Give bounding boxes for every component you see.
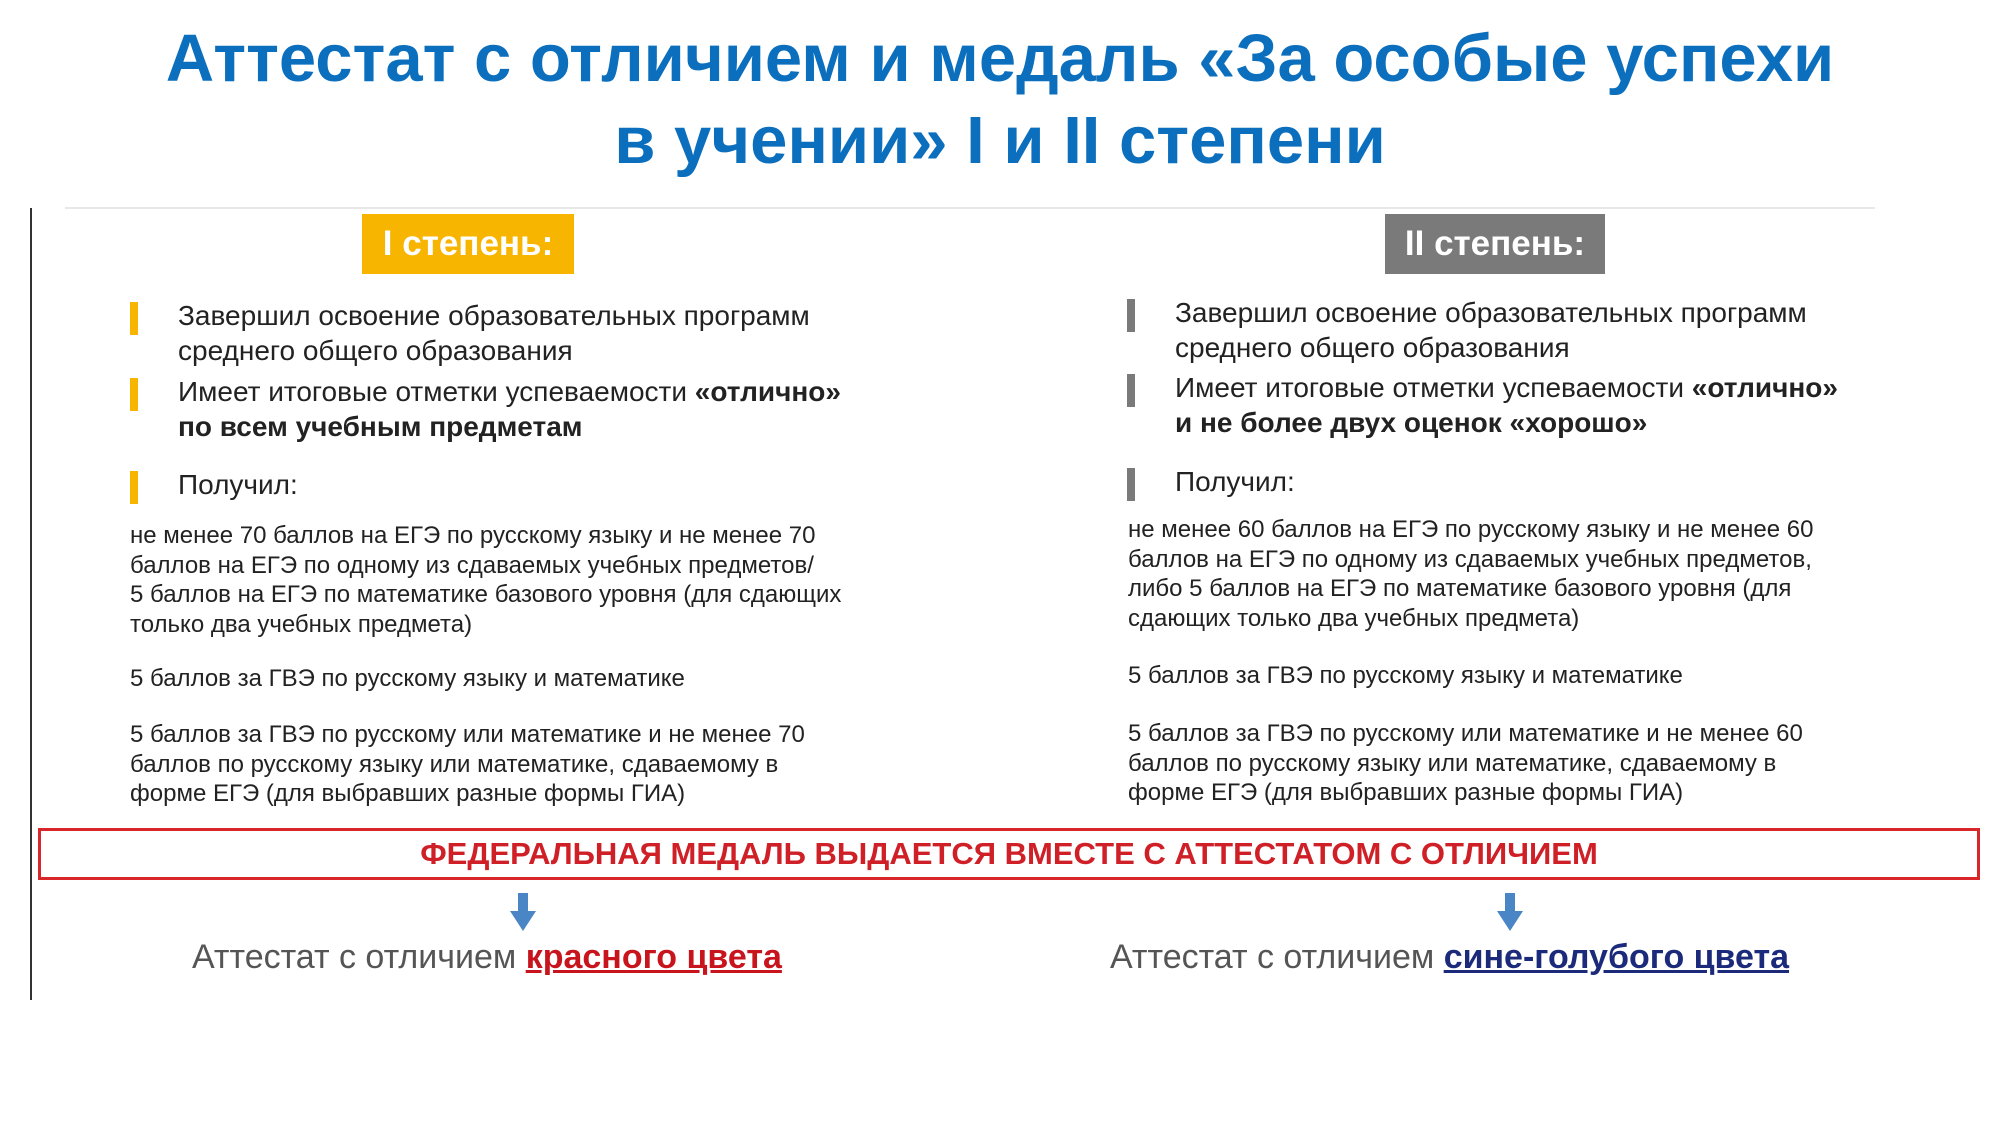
yellow-bullet-marker <box>130 378 138 411</box>
degree-1-requirement-mixed-line: форме ЕГЭ (для выбравших разные формы ГИА) <box>130 780 686 807</box>
gray-bullet-marker <box>1127 468 1135 501</box>
degree-1-bullet-completed-line-1: Завершил освоение образовательных программ <box>178 300 810 331</box>
top-divider-line <box>65 207 1875 209</box>
degree-1-bullet-received <box>178 467 298 502</box>
yellow-bullet-marker <box>130 471 138 504</box>
degree-2-grades-bold: «отлично» <box>1691 372 1838 403</box>
degree-2-bullet-completed <box>1175 295 1807 365</box>
gray-bullet-marker <box>1127 374 1135 407</box>
degree-2-bullet-received <box>1175 464 1295 499</box>
degree-2-requirement-ege-line: сдающих только два учебных предмета) <box>1128 604 1580 632</box>
page-title-line-2: в учении» I и II степени <box>614 103 1386 178</box>
left-divider-line <box>30 208 32 1000</box>
degree-2-requirement-ege-line: баллов на ЕГЭ по одному из сдаваемых учебных предметов, <box>1128 545 1812 573</box>
degree-1-received-label: Получил: <box>178 469 298 500</box>
yellow-bullet-marker <box>130 302 138 335</box>
degree-1-requirement-ege-line: баллов на ЕГЭ по одному из сдаваемых учебных предметов/ <box>130 551 814 579</box>
degree-2-requirement-mixed-line: баллов по русскому языку или математике, сдаваемому в <box>1128 749 1777 777</box>
degree-2-requirement-gve <box>1128 661 1683 691</box>
degree-2-bullet-completed-line-2: среднего общего образования <box>1175 332 1570 363</box>
degree-2-bullet-completed-line-1: Завершил освоение образовательных программ <box>1175 297 1807 328</box>
degree-2-received-label: Получил: <box>1175 466 1295 497</box>
degree-1-grades-line-2: по всем учебным предметам <box>178 411 583 442</box>
degree-2-requirement-ege <box>1128 515 1813 633</box>
degree-1-requirement-mixed-line: 5 баллов за ГВЭ по русскому или математике и не менее 70 <box>130 721 805 748</box>
degree-2-grades-text: Имеет итоговые отметки успеваемости <box>1175 372 1692 403</box>
degree-2-requirement-mixed <box>1128 719 1803 808</box>
degree-1-requirement-mixed-line: баллов по русскому языку или математике, сдаваемому в <box>130 750 779 778</box>
degree-1-grades-text: Имеет итоговые отметки успеваемости <box>178 376 695 407</box>
degree-1-requirement-mixed <box>130 720 805 809</box>
degree-1-bullet-completed-line-2: среднего общего образования <box>178 335 573 366</box>
degree-2-requirement-ege-line: либо 5 баллов на ЕГЭ по математике базового уровня (для <box>1128 575 1792 602</box>
degree-1-result <box>192 935 782 979</box>
degree-2-bullet-grades <box>1175 370 1838 440</box>
degree-1-requirement-ege-line: не менее 70 баллов на ЕГЭ по русскому языку и не менее 70 <box>130 522 816 549</box>
blue-certificate-label: сине-голубого цвета <box>1443 938 1790 976</box>
degree-2-badge: II степень: <box>1385 214 1605 274</box>
federal-medal-notice: ФЕДЕРАЛЬНАЯ МЕДАЛЬ ВЫДАЕТСЯ ВМЕСТЕ С АТТЕСТАТОМ С ОТЛИЧИЕМ <box>38 828 1980 880</box>
arrow-down-icon <box>1497 893 1523 931</box>
page-title <box>0 18 2000 182</box>
degree-2-requirement-gve-line: 5 баллов за ГВЭ по русскому языку и математике <box>1128 662 1683 689</box>
degree-1-requirement-ege-line: 5 баллов на ЕГЭ по математике базового уровня (для сдающих <box>130 581 842 608</box>
degree-1-requirement-ege <box>130 521 841 639</box>
degree-1-grades-bold: «отлично» <box>694 376 841 407</box>
degree-1-bullet-completed <box>178 298 810 368</box>
degree-1-result-prefix: Аттестат с отличием <box>192 938 526 976</box>
degree-1-requirement-gve-line: 5 баллов за ГВЭ по русскому языку и математике <box>130 665 685 692</box>
degree-2-result <box>1110 935 1789 979</box>
arrow-down-icon <box>510 893 536 931</box>
degree-2-requirement-ege-line: не менее 60 баллов на ЕГЭ по русскому языку и не менее 60 <box>1128 516 1814 543</box>
degree-1-requirement-gve <box>130 664 685 694</box>
degree-1-badge: I степень: <box>362 214 574 274</box>
page-title-line-1: Аттестат с отличием и медаль «За особые успехи <box>165 21 1835 96</box>
gray-bullet-marker <box>1127 299 1135 332</box>
degree-1-bullet-grades <box>178 374 841 444</box>
red-certificate-label: красного цвета <box>525 938 782 976</box>
degree-2-requirement-mixed-line: 5 баллов за ГВЭ по русскому или математике и не менее 60 <box>1128 720 1803 747</box>
degree-2-grades-line-2: и не более двух оценок «хорошо» <box>1175 407 1648 438</box>
degree-1-requirement-ege-line: только два учебных предмета) <box>130 610 473 638</box>
degree-2-requirement-mixed-line: форме ЕГЭ (для выбравших разные формы ГИА) <box>1128 779 1684 806</box>
degree-2-result-prefix: Аттестат с отличием <box>1110 938 1444 976</box>
